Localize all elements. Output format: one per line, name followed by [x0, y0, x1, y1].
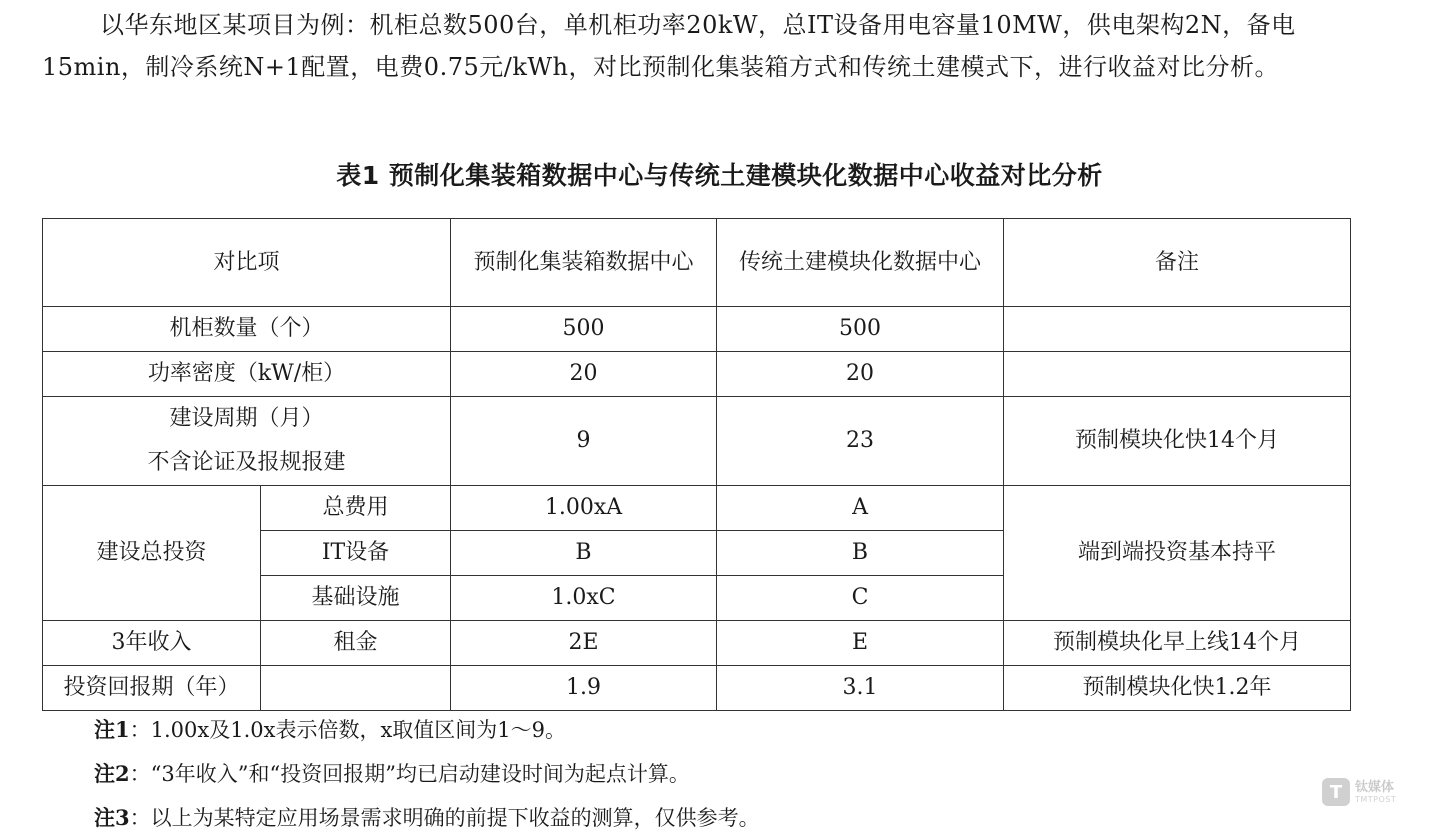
table-row	[43, 486, 1351, 531]
note-3	[94, 796, 760, 840]
density-note	[1004, 352, 1351, 397]
density-label: 功率密度（kW/柜）	[43, 352, 451, 397]
payback-label: 投资回报期（年）	[43, 666, 261, 711]
comparison-table	[42, 218, 1351, 711]
table-row	[43, 307, 1351, 352]
investment-infra-prefab: 1.0xC	[451, 576, 717, 621]
cabinets-label: 机柜数量（个）	[43, 307, 451, 352]
investment-total-traditional: A	[717, 486, 1004, 531]
investment-it-traditional: B	[717, 531, 1004, 576]
period-label-line1: 建设周期（月）	[169, 406, 324, 431]
investment-note: 端到端投资基本持平	[1004, 486, 1351, 621]
watermark-text	[1355, 781, 1396, 804]
period-note: 预制模块化快14个月	[1004, 397, 1351, 486]
investment-it-label: IT设备	[261, 531, 451, 576]
table-notes	[94, 708, 760, 840]
header-traditional: 传统土建模块化数据中心	[717, 219, 1004, 307]
note-3-text: ：以上为某特定应用场景需求明确的前提下收益的测算，仅供参考。	[129, 806, 760, 830]
intro-paragraph: 以华东地区某项目为例：机柜总数500台，单机柜功率20kW，总IT设备用电容量10MW，供电架构2N，备电15min，制冷系统N+1配置，电费0.75元/kWh，对比预制化集装箱方式和传统土建模式下，进行收益对比分析。	[42, 11, 1296, 81]
density-prefab: 20	[451, 352, 717, 397]
density-traditional: 20	[717, 352, 1004, 397]
table-caption: 表1 预制化集装箱数据中心与传统土建模块化数据中心收益对比分析	[336, 161, 1103, 190]
note-1	[94, 708, 760, 752]
investment-infra-label: 基础设施	[261, 576, 451, 621]
payback-sub	[261, 666, 451, 711]
period-prefab: 9	[451, 397, 717, 486]
payback-note: 预制模块化快1.2年	[1004, 666, 1351, 711]
note-3-tag: 注3	[94, 805, 130, 830]
period-label	[43, 397, 451, 486]
table-row	[43, 397, 1351, 486]
income-note: 预制模块化早上线14个月	[1004, 621, 1351, 666]
header-item: 对比项	[43, 219, 451, 307]
income-label: 3年收入	[43, 621, 261, 666]
investment-total-prefab: 1.00xA	[451, 486, 717, 531]
period-label-line2: 不含论证及报规报建	[147, 450, 346, 475]
note-2	[94, 752, 760, 796]
note-1-tag: 注1	[94, 717, 130, 742]
payback-prefab: 1.9	[451, 666, 717, 711]
period-traditional: 23	[717, 397, 1004, 486]
investment-it-prefab: B	[451, 531, 717, 576]
table-row	[43, 666, 1351, 711]
income-traditional: E	[717, 621, 1004, 666]
note-1-text: ：1.00x及1.0x表示倍数，x取值区间为1～9。	[129, 718, 567, 742]
note-2-tag: 注2	[94, 761, 130, 786]
header-note: 备注	[1004, 219, 1351, 307]
note-2-text: ：“3年收入”和“投资回报期”均已启动建设时间为起点计算。	[129, 762, 690, 786]
table-row	[43, 352, 1351, 397]
investment-total-label: 总费用	[261, 486, 451, 531]
investment-label: 建设总投资	[43, 486, 261, 621]
income-prefab: 2E	[451, 621, 717, 666]
header-prefab: 预制化集装箱数据中心	[451, 219, 717, 307]
watermark-en: TMTPOST	[1355, 794, 1397, 804]
cabinets-note	[1004, 307, 1351, 352]
cabinets-prefab: 500	[451, 307, 717, 352]
watermark-cn: 钛媒体	[1355, 779, 1395, 795]
cabinets-traditional: 500	[717, 307, 1004, 352]
payback-traditional: 3.1	[717, 666, 1004, 711]
table-header-row	[43, 219, 1351, 307]
investment-infra-traditional: C	[717, 576, 1004, 621]
tmtpost-watermark	[1322, 776, 1422, 808]
income-sub: 租金	[261, 621, 451, 666]
table-row	[43, 621, 1351, 666]
tmtpost-logo-icon: T	[1322, 778, 1350, 806]
